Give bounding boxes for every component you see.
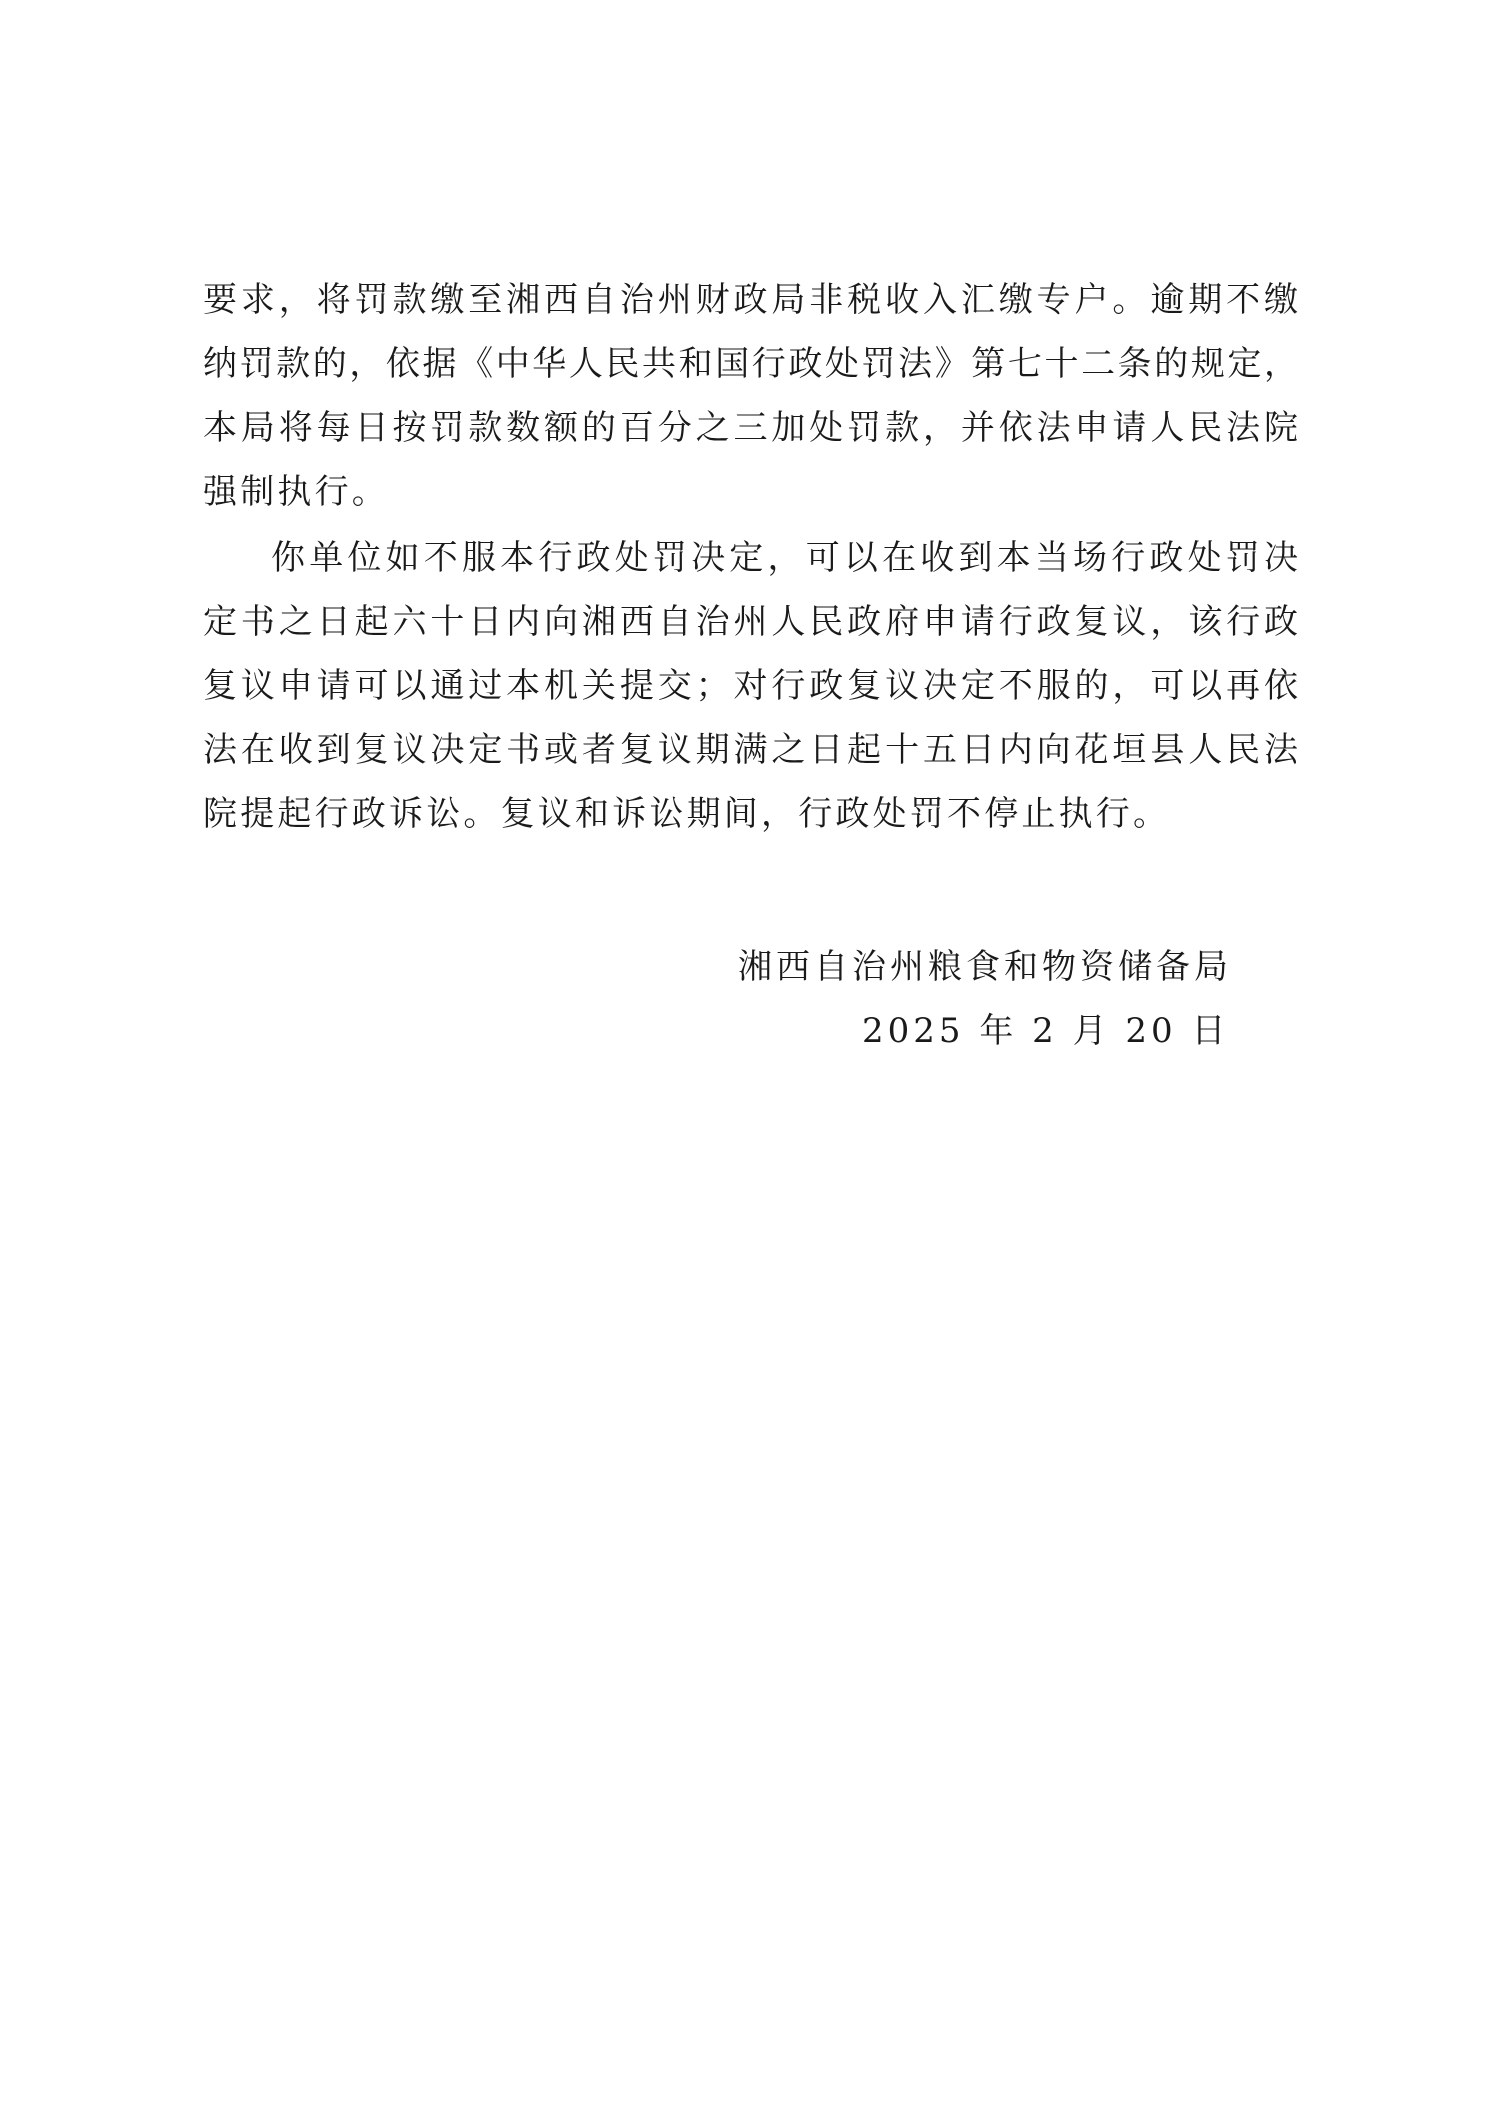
text-line: 你单位如不服本行政处罚决定，可以在收到本当场行政处罚决 bbox=[271, 538, 1298, 578]
text-line: 院提起行政诉讼。复议和诉讼期间，行政处罚不停止执行。 bbox=[203, 794, 1171, 834]
text-line: 强制执行。 bbox=[203, 472, 389, 512]
text-line: 纳罚款的，依据《中华人民共和国行政处罚法》第七十二条的规定， bbox=[203, 344, 1298, 384]
signature-block bbox=[738, 935, 1258, 1063]
text-line: 定书之日起六十日内向湘西自治州人民政府申请行政复议，该行政 bbox=[203, 602, 1298, 642]
issue-date: 2025 年 2 月 20 日 bbox=[862, 1011, 1230, 1051]
paragraph-penalty-payment bbox=[203, 268, 1298, 524]
text-line: 要求，将罚款缴至湘西自治州财政局非税收入汇缴专户。逾期不缴 bbox=[203, 280, 1298, 320]
text-line: 复议申请可以通过本机关提交；对行政复议决定不服的，可以再依 bbox=[203, 666, 1298, 706]
text-line: 法在收到复议决定书或者复议期满之日起十五日内向花垣县人民法 bbox=[203, 730, 1298, 770]
text-line: 本局将每日按罚款数额的百分之三加处罚款，并依法申请人民法院 bbox=[203, 408, 1298, 448]
issuing-organization: 湘西自治州粮食和物资储备局 bbox=[738, 947, 1232, 987]
document-body bbox=[203, 268, 1298, 846]
paragraph-appeal-rights bbox=[203, 526, 1298, 846]
